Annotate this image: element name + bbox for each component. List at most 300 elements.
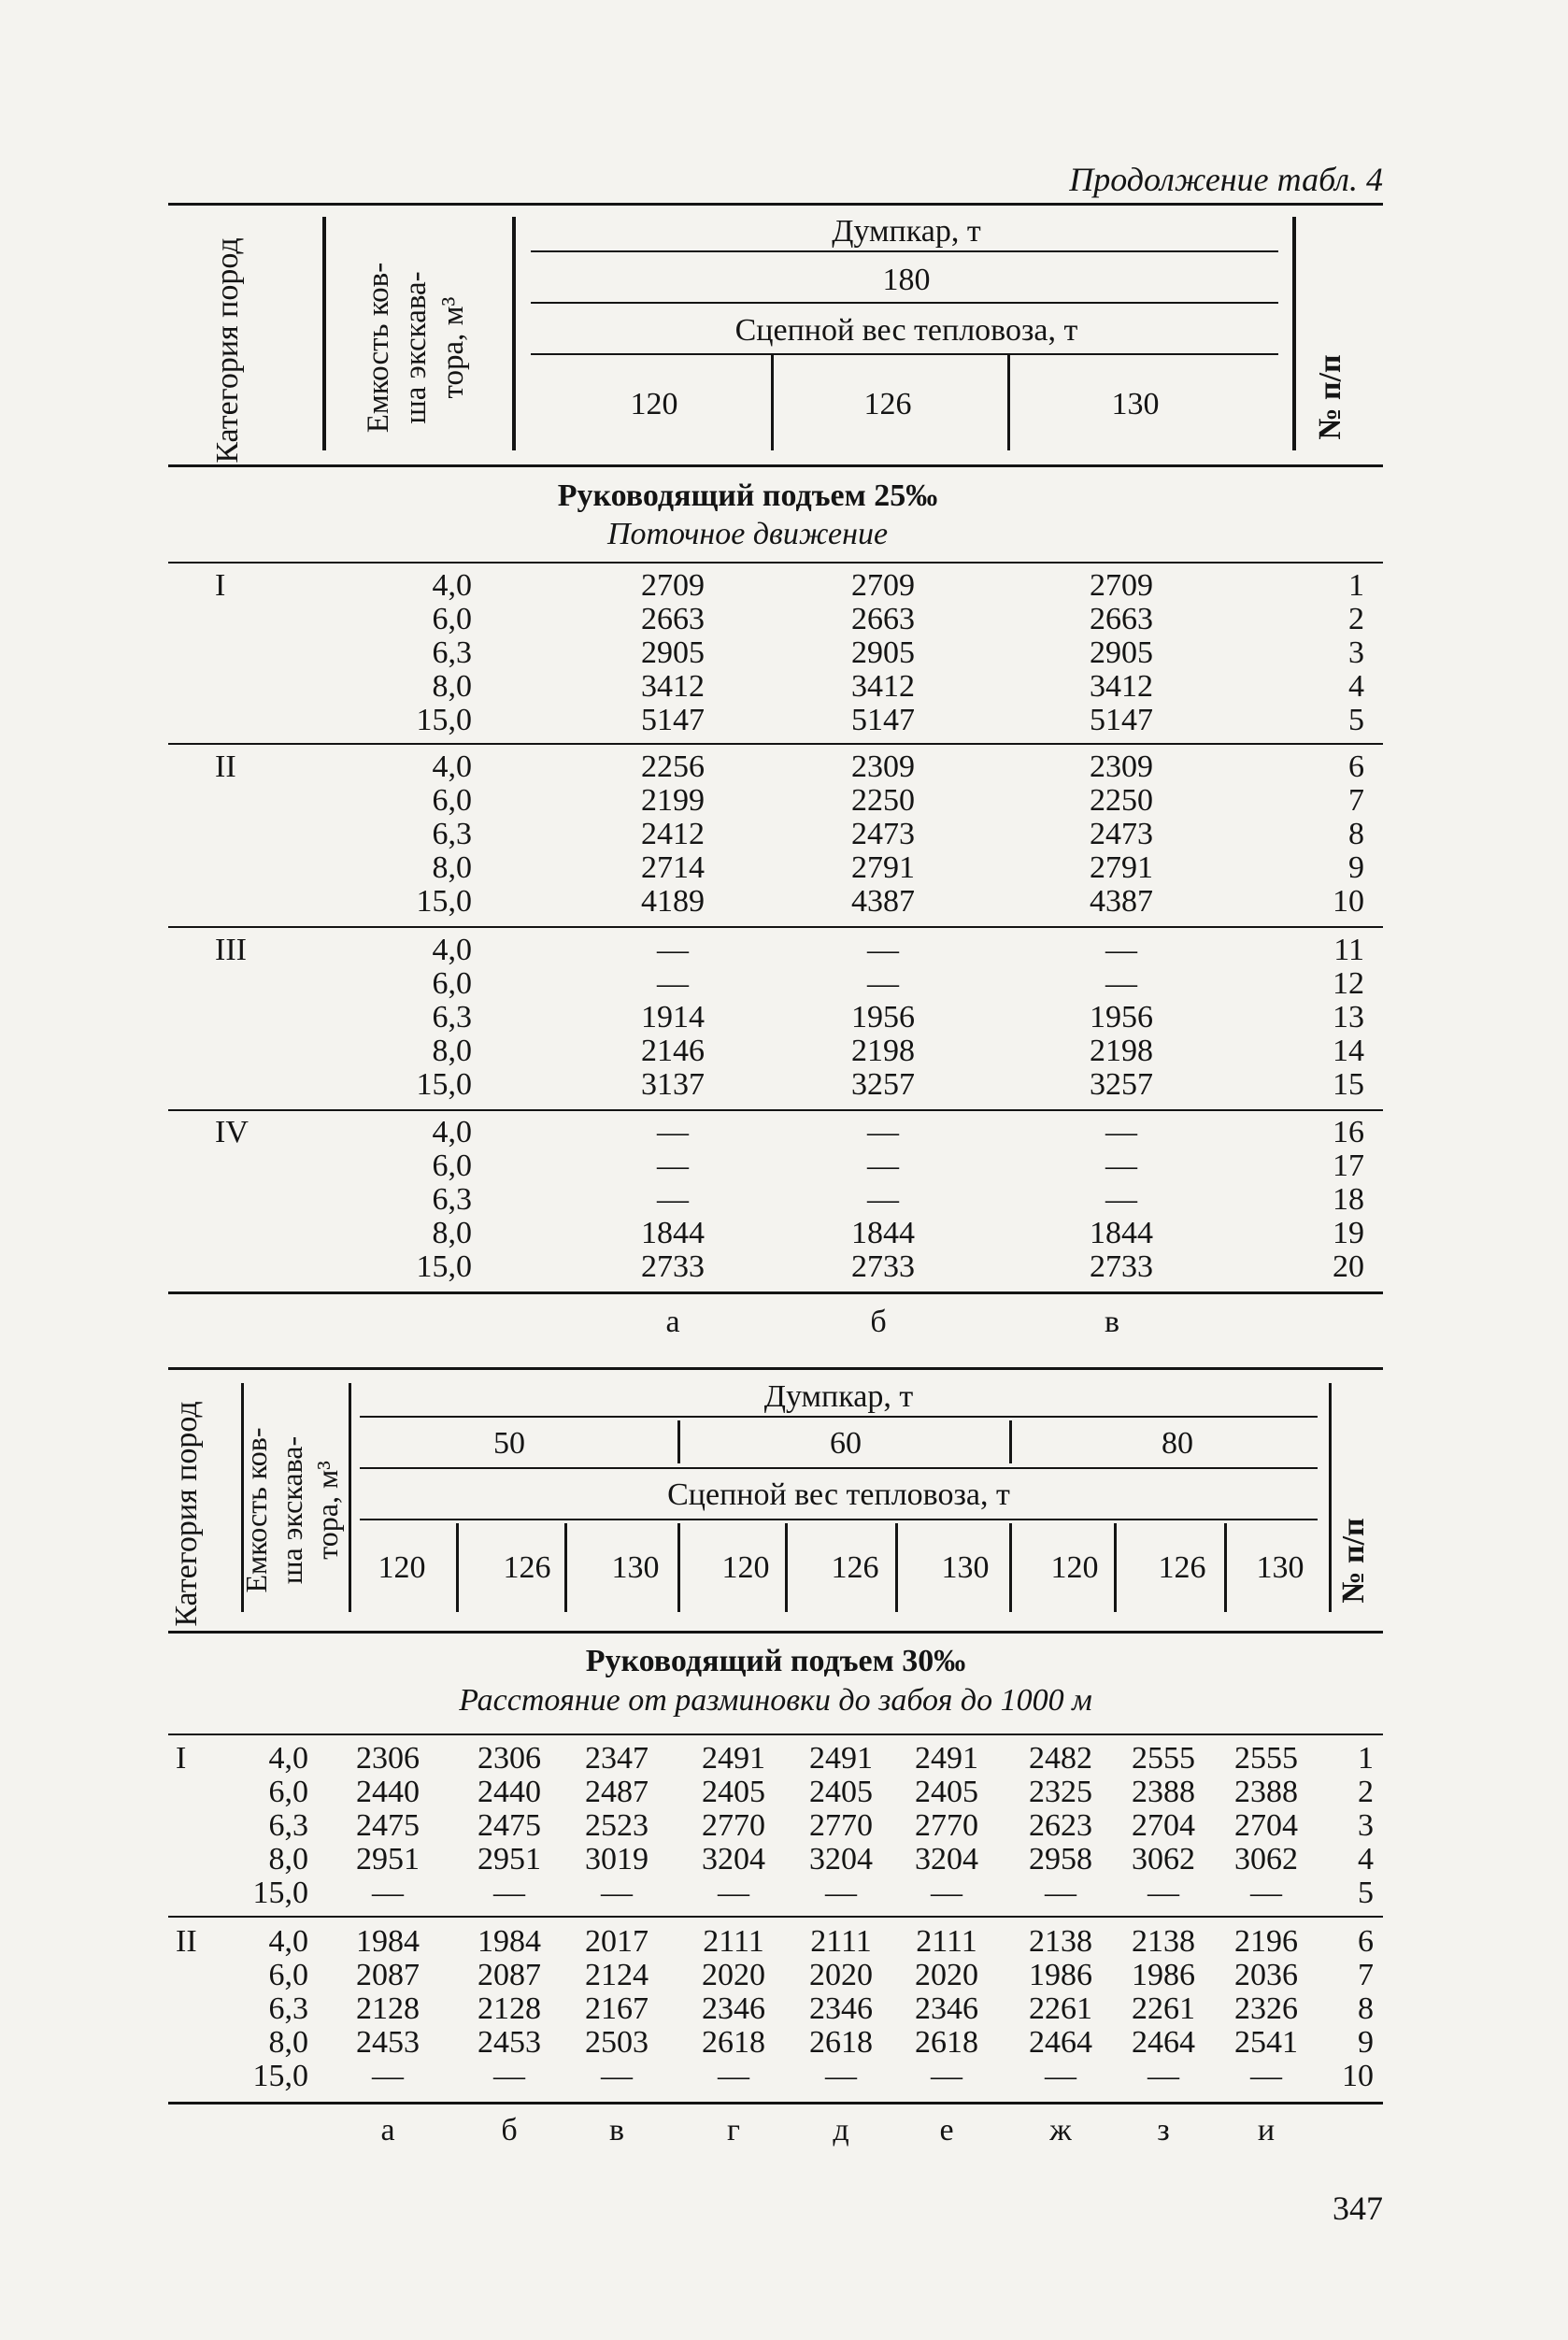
table-cell: 2475: [356, 1808, 420, 1843]
table-cell: 4,0: [432, 1115, 472, 1149]
table-cell: 15,0: [416, 703, 472, 737]
table-cell: 2770: [702, 1808, 765, 1843]
header-dumpcar-80: 80: [1162, 1426, 1193, 1461]
table-cell: —: [867, 1182, 899, 1217]
table-cell: 2491: [915, 1741, 978, 1776]
table-cell: 19: [1333, 1216, 1364, 1250]
table-cell: 2473: [851, 817, 915, 851]
table-cell: 2405: [702, 1775, 765, 1809]
section-title-1: Руководящий подъем 25‰: [557, 478, 938, 513]
table-cell: 6,3: [432, 1000, 472, 1034]
table-cell: 5147: [641, 703, 705, 737]
table-cell: 17: [1333, 1149, 1364, 1183]
table-cell: 8,0: [268, 1842, 308, 1876]
table-cell: 6,3: [268, 1991, 308, 2026]
header-category-2: Категория пород: [169, 1401, 204, 1627]
section-title-2: Руководящий подъем 30‰: [585, 1644, 966, 1678]
table-cell: —: [657, 1149, 689, 1183]
table-cell: 3412: [851, 669, 915, 704]
value-column: [785, 1925, 897, 2093]
table-cell: —: [601, 1876, 633, 1910]
table-cell: 3257: [851, 1067, 915, 1102]
table-cell: 2405: [809, 1775, 873, 1809]
bucket-column: [234, 1742, 308, 1910]
table-cell: 2111: [916, 1924, 977, 1959]
table-cell: 2198: [851, 1034, 915, 1068]
value-column-a: [607, 934, 738, 1102]
table-cell: 1844: [1090, 1216, 1153, 1250]
header-loco-value: 126: [1158, 1550, 1206, 1585]
table-cell: 4,0: [432, 568, 472, 603]
table-cell: 6,3: [432, 635, 472, 670]
table-cell: 2503: [585, 2025, 649, 2060]
header-loco-value: 126: [503, 1550, 551, 1585]
header-number-2: № п/п: [1336, 1518, 1371, 1604]
table-cell: 2412: [641, 817, 705, 851]
column-letter: е: [939, 2113, 954, 2147]
table-cell: 2464: [1029, 2025, 1092, 2060]
table-cell: 2196: [1234, 1924, 1298, 1959]
table-cell: —: [657, 1115, 689, 1149]
value-column: [1210, 1742, 1322, 1910]
table-cell: —: [718, 2059, 749, 2093]
table-cell: —: [493, 2059, 525, 2093]
table-cell: 8,0: [268, 2025, 308, 2060]
table-cell: 1984: [478, 1924, 541, 1959]
column-letter-b: б: [870, 1305, 887, 1339]
value-column-v: [1056, 934, 1187, 1102]
value-column-v: [1056, 750, 1187, 919]
table-cell: 4387: [851, 884, 915, 919]
table-cell: —: [825, 2059, 857, 2093]
value-column: [677, 1742, 790, 1910]
table-cell: —: [1105, 1182, 1137, 1217]
table-cell: 2618: [809, 2025, 873, 2060]
table-cell: 2951: [356, 1842, 420, 1876]
value-column-a: [607, 569, 738, 737]
header-dumpcar-60: 60: [830, 1426, 862, 1461]
number-column: [1290, 569, 1364, 737]
section-subtitle-2: Расстояние от разминовки до забоя до 1000 м: [459, 1683, 1092, 1718]
category-label: III: [215, 933, 247, 967]
table-cell: 2541: [1234, 2025, 1298, 2060]
header-loco-value: 120: [721, 1550, 770, 1585]
value-column-b: [818, 569, 948, 737]
table-cell: 2326: [1234, 1991, 1298, 2026]
column-letter: д: [833, 2113, 849, 2147]
table-cell: 2128: [478, 1991, 541, 2026]
header-dumpcar: Думпкар, т: [832, 214, 981, 249]
table-cell: 4,0: [432, 933, 472, 967]
value-column-b: [818, 934, 948, 1102]
header-category: Категория пород: [210, 237, 245, 464]
table-cell: 3257: [1090, 1067, 1153, 1102]
table-cell: —: [1250, 2059, 1282, 2093]
table-cell: 8,0: [432, 1034, 472, 1068]
table-cell: 3204: [915, 1842, 978, 1876]
table-cell: 2036: [1234, 1958, 1298, 1992]
table-cell: 4387: [1090, 884, 1153, 919]
table-cell: 2138: [1132, 1924, 1195, 1959]
table-cell: 2346: [809, 1991, 873, 2026]
column-letter-a: а: [665, 1305, 680, 1339]
table-cell: 1956: [1090, 1000, 1153, 1034]
header-loco-value: 130: [611, 1550, 660, 1585]
value-column: [785, 1742, 897, 1910]
table-cell: 2958: [1029, 1842, 1092, 1876]
table-cell: 3137: [641, 1067, 705, 1102]
table-cell: 18: [1333, 1182, 1364, 1217]
table-cell: 2791: [851, 850, 915, 885]
column-letter: а: [380, 2113, 395, 2147]
table-cell: 3204: [809, 1842, 873, 1876]
table-cell: 6,0: [268, 1775, 308, 1809]
table-cell: 2491: [809, 1741, 873, 1776]
table-cell: 8,0: [432, 1216, 472, 1250]
table-cell: 8,0: [432, 850, 472, 885]
table-cell: 2709: [641, 568, 705, 603]
table-cell: 2309: [851, 749, 915, 784]
value-column-a: [607, 750, 738, 919]
bucket-column: [374, 569, 472, 737]
header-dumpcar-50: 50: [493, 1426, 525, 1461]
header-bucket-2: Емкость ков- ша экскава- тора, м³: [239, 1427, 344, 1593]
table-cell: 2482: [1029, 1741, 1092, 1776]
table-cell: 2704: [1234, 1808, 1298, 1843]
header-dumpcar-value: 180: [882, 263, 931, 297]
table-cell: 2: [1358, 1775, 1374, 1809]
value-column: [561, 1742, 673, 1910]
table-cell: 2491: [702, 1741, 765, 1776]
table-cell: 8,0: [432, 669, 472, 704]
number-column: [1313, 1742, 1374, 1910]
table-cell: 2124: [585, 1958, 649, 1992]
header-loco-126: 126: [863, 387, 912, 421]
table-cell: 2306: [478, 1741, 541, 1776]
value-column: [1107, 1742, 1219, 1910]
table-cell: —: [657, 1182, 689, 1217]
header-loco-2: Сцепной вес тепловоза, т: [667, 1477, 1010, 1512]
table-cell: 2905: [1090, 635, 1153, 670]
table-cell: 15: [1333, 1067, 1364, 1102]
table-cell: 6,3: [432, 817, 472, 851]
category-label: II: [215, 749, 236, 784]
header-number: № п/п: [1313, 354, 1347, 440]
table-cell: 2167: [585, 1991, 649, 2026]
column-letter: в: [608, 2113, 625, 2147]
table-cell: 2250: [851, 783, 915, 818]
table-cell: 14: [1333, 1034, 1364, 1068]
table-cell: 4,0: [268, 1741, 308, 1776]
table-cell: 7: [1348, 783, 1364, 818]
table-cell: 2473: [1090, 817, 1153, 851]
column-letter: ж: [1049, 2113, 1072, 2147]
table-cell: 2555: [1132, 1741, 1195, 1776]
column-letter: и: [1257, 2113, 1276, 2147]
header-loco: Сцепной вес тепловоза, т: [734, 313, 1078, 348]
table-cell: 2618: [915, 2025, 978, 2060]
table-cell: 2346: [702, 1991, 765, 2026]
table-cell: 2198: [1090, 1034, 1153, 1068]
number-column: [1290, 1116, 1364, 1284]
table-cell: 6,3: [268, 1808, 308, 1843]
number-column: [1290, 750, 1364, 919]
value-column: [453, 1925, 565, 2093]
category-label: II: [176, 1924, 197, 1959]
table-cell: —: [1045, 1876, 1076, 1910]
table-cell: 2523: [585, 1808, 649, 1843]
bucket-column: [374, 750, 472, 919]
table-cell: 2440: [478, 1775, 541, 1809]
table-cell: 2309: [1090, 749, 1153, 784]
table-cell: —: [657, 933, 689, 967]
table-cell: 2388: [1234, 1775, 1298, 1809]
table-cell: 3019: [585, 1842, 649, 1876]
header-loco-value: 120: [1050, 1550, 1099, 1585]
column-letter-v: в: [1104, 1305, 1120, 1339]
table-cell: 2306: [356, 1741, 420, 1776]
table-cell: 2111: [703, 1924, 764, 1959]
table-cell: —: [1147, 1876, 1179, 1910]
table-cell: 1914: [641, 1000, 705, 1034]
table-cell: —: [867, 1149, 899, 1183]
table-cell: 10: [1342, 2059, 1374, 2093]
bucket-column: [234, 1925, 308, 2093]
table-cell: 3204: [702, 1842, 765, 1876]
table-cell: 1956: [851, 1000, 915, 1034]
header-loco-value: 120: [378, 1550, 426, 1585]
table-cell: 20: [1333, 1249, 1364, 1284]
table-cell: 2663: [641, 602, 705, 636]
value-column: [1107, 1925, 1219, 2093]
value-column: [891, 1925, 1003, 2093]
table-cell: —: [601, 2059, 633, 2093]
table-cell: —: [493, 1876, 525, 1910]
table-cell: 2770: [809, 1808, 873, 1843]
table-cell: 2138: [1029, 1924, 1092, 1959]
table-cell: 3: [1358, 1808, 1374, 1843]
table-cell: 2347: [585, 1741, 649, 1776]
table-cell: 15,0: [416, 884, 472, 919]
table-cell: 2440: [356, 1775, 420, 1809]
table-cell: 8: [1348, 817, 1364, 851]
table-cell: 3062: [1234, 1842, 1298, 1876]
table-cell: 2733: [641, 1249, 705, 1284]
table-cell: 1844: [851, 1216, 915, 1250]
value-column: [332, 1742, 444, 1910]
table-cell: —: [372, 2059, 404, 2093]
value-column: [561, 1925, 673, 2093]
table-cell: 15,0: [416, 1067, 472, 1102]
header-bucket: Емкость ков- ша экскава- тора, м³: [362, 262, 470, 434]
table-cell: —: [867, 1115, 899, 1149]
table-cell: 2663: [1090, 602, 1153, 636]
table-cell: 2388: [1132, 1775, 1195, 1809]
table-cell: —: [931, 2059, 962, 2093]
value-column-a: [607, 1116, 738, 1284]
value-column-b: [818, 750, 948, 919]
table-cell: 2770: [915, 1808, 978, 1843]
table-cell: 2256: [641, 749, 705, 784]
header-loco-value: 130: [941, 1550, 990, 1585]
table-cell: 9: [1348, 850, 1364, 885]
table-cell: —: [1105, 1149, 1137, 1183]
table-cell: 2905: [641, 635, 705, 670]
table-cell: 2453: [356, 2025, 420, 2060]
table-cell: —: [657, 966, 689, 1001]
header-loco-130: 130: [1111, 387, 1160, 421]
table-cell: —: [372, 1876, 404, 1910]
value-column: [1210, 1925, 1322, 2093]
table-cell: 9: [1358, 2025, 1374, 2060]
table-cell: 2618: [702, 2025, 765, 2060]
table-cell: 2087: [356, 1958, 420, 1992]
table-cell: —: [825, 1876, 857, 1910]
table-cell: 2555: [1234, 1741, 1298, 1776]
table-cell: 3412: [1090, 669, 1153, 704]
table-cell: 4189: [641, 884, 705, 919]
table-cell: 2709: [1090, 568, 1153, 603]
table-cell: 2: [1348, 602, 1364, 636]
table-cell: 3412: [641, 669, 705, 704]
table-cell: 2709: [851, 568, 915, 603]
table-cell: 2704: [1132, 1808, 1195, 1843]
header-dumpcar-2: Думпкар, т: [763, 1379, 914, 1414]
table-cell: 2405: [915, 1775, 978, 1809]
header-loco-120: 120: [630, 387, 678, 421]
table-cell: 2087: [478, 1958, 541, 1992]
table-cell: —: [1105, 966, 1137, 1001]
table-cell: —: [718, 1876, 749, 1910]
column-letter: б: [501, 2113, 518, 2147]
bucket-column: [374, 934, 472, 1102]
value-column-v: [1056, 569, 1187, 737]
table-cell: 10: [1333, 884, 1364, 919]
value-column: [332, 1925, 444, 2093]
category-label: I: [215, 568, 226, 603]
table-cell: —: [867, 966, 899, 1001]
table-cell: 1986: [1029, 1958, 1092, 1992]
table-cell: 5147: [1090, 703, 1153, 737]
table-cell: 1844: [641, 1216, 705, 1250]
value-column-b: [818, 1116, 948, 1284]
table-cell: 6,0: [432, 783, 472, 818]
category-label: IV: [215, 1115, 249, 1149]
table-cell: 13: [1333, 1000, 1364, 1034]
table-cell: 2020: [915, 1958, 978, 1992]
table-cell: 2261: [1132, 1991, 1195, 2026]
table-cell: 5: [1358, 1876, 1374, 1910]
table-cell: 6,0: [432, 1149, 472, 1183]
table-cell: —: [1105, 1115, 1137, 1149]
table-cell: 11: [1333, 933, 1364, 967]
table-cell: 6,0: [432, 602, 472, 636]
table-cell: 2199: [641, 783, 705, 818]
table-cell: 2128: [356, 1991, 420, 2026]
table-cell: 2905: [851, 635, 915, 670]
header-loco-value: 130: [1256, 1550, 1304, 1585]
table-cell: 2464: [1132, 2025, 1195, 2060]
table-cell: —: [1105, 933, 1137, 967]
table-cell: 2017: [585, 1924, 649, 1959]
value-column-v: [1056, 1116, 1187, 1284]
table-cell: 2623: [1029, 1808, 1092, 1843]
table-cell: 2146: [641, 1034, 705, 1068]
table-cell: 1: [1348, 568, 1364, 603]
continuation-label: Продолжение табл. 4: [1069, 161, 1383, 198]
table-cell: 15,0: [252, 2059, 308, 2093]
value-column: [1005, 1742, 1117, 1910]
header-loco-value: 126: [831, 1550, 879, 1585]
table-cell: 2111: [810, 1924, 872, 1959]
table-cell: 8: [1358, 1991, 1374, 2026]
table-cell: 2475: [478, 1808, 541, 1843]
table-cell: 16: [1333, 1115, 1364, 1149]
table-cell: 2791: [1090, 850, 1153, 885]
table-cell: 2325: [1029, 1775, 1092, 1809]
value-column: [1005, 1925, 1117, 2093]
table-cell: 1986: [1132, 1958, 1195, 1992]
table-cell: 4,0: [268, 1924, 308, 1959]
table-cell: 6,3: [432, 1182, 472, 1217]
column-letter: г: [727, 2113, 740, 2147]
table-cell: 2487: [585, 1775, 649, 1809]
table-cell: 7: [1358, 1958, 1374, 1992]
table-cell: 2020: [809, 1958, 873, 1992]
table-cell: 2453: [478, 2025, 541, 2060]
bucket-column: [374, 1116, 472, 1284]
category-label: I: [176, 1741, 187, 1776]
table-cell: —: [1250, 1876, 1282, 1910]
table-cell: 15,0: [252, 1876, 308, 1910]
table-cell: 1984: [356, 1924, 420, 1959]
table-cell: 3062: [1132, 1842, 1195, 1876]
table-cell: —: [1045, 2059, 1076, 2093]
table-cell: 2346: [915, 1991, 978, 2026]
table-cell: 2951: [478, 1842, 541, 1876]
value-column: [677, 1925, 790, 2093]
section-subtitle-1: Поточное движение: [606, 517, 889, 551]
table-cell: 4: [1358, 1842, 1374, 1876]
table-cell: 2261: [1029, 1991, 1092, 2026]
table-cell: 2733: [1090, 1249, 1153, 1284]
table-cell: 5: [1348, 703, 1364, 737]
number-column: [1290, 934, 1364, 1102]
table-cell: 6,0: [268, 1958, 308, 1992]
table-cell: 3: [1348, 635, 1364, 670]
table-cell: 2733: [851, 1249, 915, 1284]
table-cell: 6: [1358, 1924, 1374, 1959]
table-cell: —: [1147, 2059, 1179, 2093]
table-cell: 15,0: [416, 1249, 472, 1284]
table-cell: 4: [1348, 669, 1364, 704]
number-column: [1313, 1925, 1374, 2093]
table-cell: 6,0: [432, 966, 472, 1001]
table-cell: 2663: [851, 602, 915, 636]
value-column: [891, 1742, 1003, 1910]
table-cell: 4,0: [432, 749, 472, 784]
page-number: 347: [1333, 2190, 1383, 2227]
table-cell: —: [867, 933, 899, 967]
table-cell: 6: [1348, 749, 1364, 784]
table-cell: 2714: [641, 850, 705, 885]
value-column: [453, 1742, 565, 1910]
table-cell: 1: [1358, 1741, 1374, 1776]
table-cell: 2250: [1090, 783, 1153, 818]
column-letter: з: [1157, 2113, 1170, 2147]
table-cell: 2020: [702, 1958, 765, 1992]
table-cell: —: [931, 1876, 962, 1910]
